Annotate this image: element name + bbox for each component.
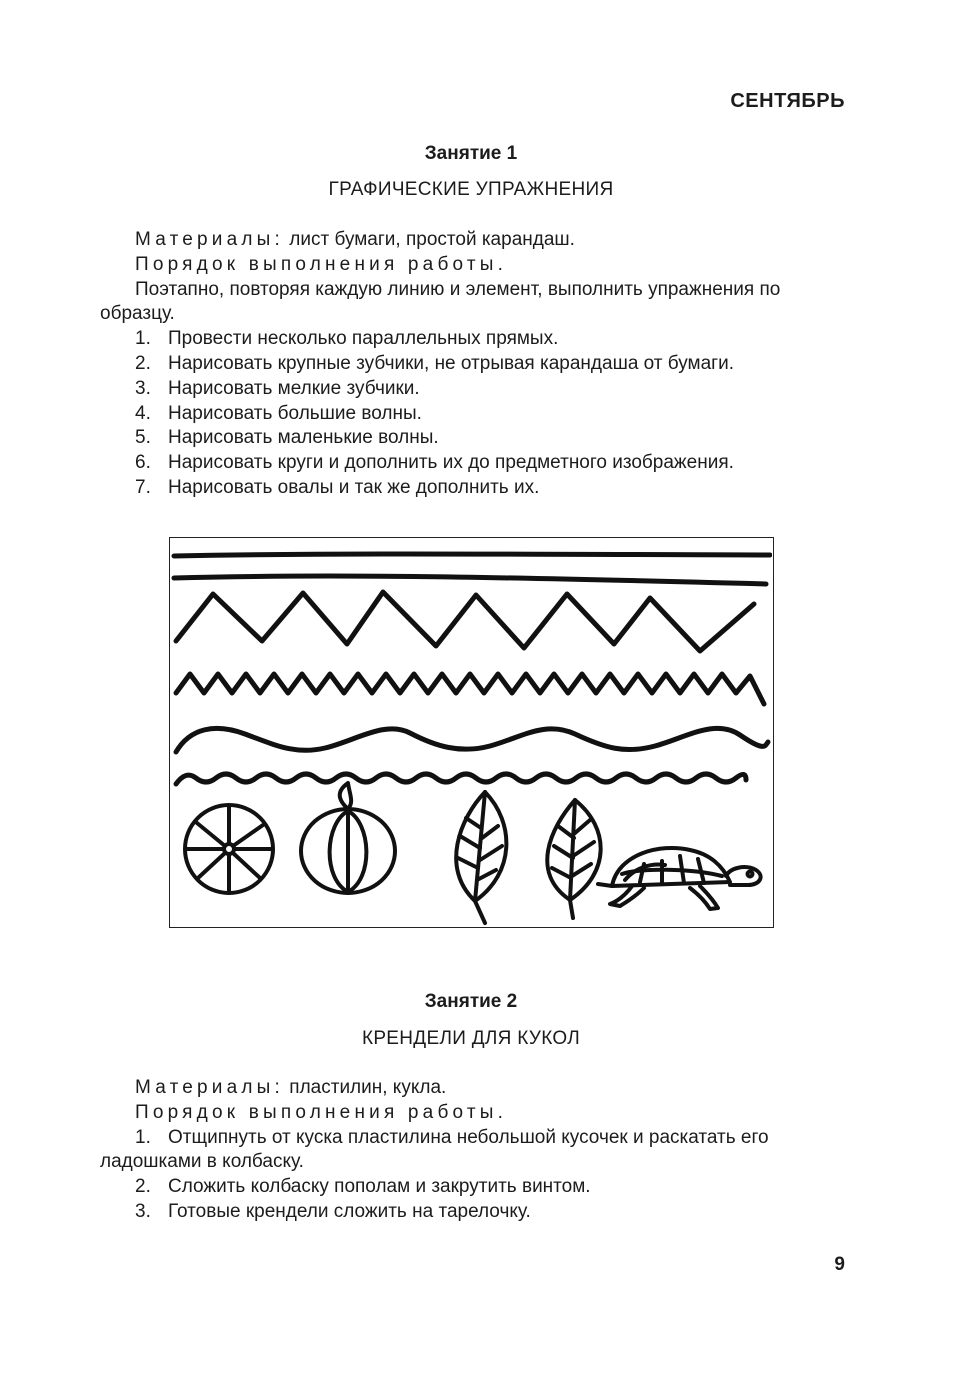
wheel-drawing [185, 805, 273, 893]
materials-label: Материалы: [135, 1077, 285, 1098]
list-item-text: Провести несколько параллельных прямых. [168, 328, 559, 350]
list-item [100, 1200, 850, 1225]
procedure-line [100, 1101, 850, 1126]
list-item-text: Нарисовать овалы и так же дополнить их. [168, 476, 540, 498]
list-item-number: 3. [135, 377, 151, 399]
exercise-drawing [170, 538, 772, 926]
procedure-label: Порядок выполнения работы. [135, 253, 508, 275]
lesson-2-body [100, 1076, 850, 1225]
small-wave [176, 774, 746, 784]
list-item-number: 5. [135, 427, 151, 449]
month-heading: СЕНТЯБРЬ [730, 90, 845, 112]
materials-line [100, 1076, 850, 1101]
list-item [100, 426, 850, 451]
list-item-text: Нарисовать большие волны. [168, 402, 422, 424]
exercise-illustration [169, 537, 774, 928]
list-item-number: 3. [135, 1200, 151, 1222]
list-item-number: 2. [135, 352, 151, 374]
list-item [100, 1175, 850, 1200]
list-item-number: 4. [135, 402, 151, 424]
lesson-2-subtitle: КРЕНДЕЛИ ДЛЯ КУКОЛ [361, 1028, 581, 1049]
materials-line [100, 228, 850, 253]
list-item-continuation: ладошками в колбаску. [100, 1151, 304, 1173]
procedure-line [100, 253, 850, 278]
materials-label: Материалы: [135, 229, 285, 250]
list-item-text: Отщипнуть от куска пластилина небольшой кусочек и раскатать его [168, 1126, 769, 1148]
materials-text: пластилин, кукла. [289, 1077, 447, 1098]
list-item-text: Готовые крендели сложить на тарелочку. [168, 1200, 531, 1222]
list-item [100, 451, 850, 476]
small-zigzag [176, 674, 764, 704]
lesson-1-subtitle: ГРАФИЧЕСКИЕ УПРАЖНЕНИЯ [328, 179, 614, 200]
list-item-number: 1. [135, 328, 151, 350]
list-item-text: Нарисовать мелкие зубчики. [168, 377, 420, 399]
procedure-label: Порядок выполнения работы. [135, 1101, 508, 1123]
leaf-drawing [547, 800, 600, 918]
lesson-1-body [100, 228, 850, 501]
big-wave [176, 728, 768, 752]
list-item-text: Нарисовать маленькие волны. [168, 427, 439, 449]
page-number: 9 [834, 1254, 845, 1275]
list-item [100, 402, 850, 427]
straight-line [174, 554, 770, 556]
intro-paragraph: Поэтапно, повторяя каждую линию и элемент, выполнить упражнения по образцу. [100, 278, 781, 325]
list-item-number: 1. [135, 1126, 151, 1148]
lesson-2-title: Занятие 2 [424, 991, 518, 1012]
leaf-drawing [456, 792, 506, 923]
list-item [100, 1126, 850, 1151]
large-zigzag [176, 592, 754, 651]
list-item-number: 6. [135, 452, 151, 474]
list-item [100, 377, 850, 402]
materials-text: лист бумаги, простой карандаш. [289, 229, 575, 250]
turtle-drawing [598, 848, 761, 909]
list-item [100, 352, 850, 377]
list-item-number: 7. [135, 476, 151, 498]
list-item-text: Нарисовать круги и дополнить их до предметного изображения. [168, 452, 734, 474]
straight-line [174, 576, 766, 584]
list-item [100, 327, 850, 352]
pumpkin-drawing [301, 783, 395, 893]
list-item-text: Сложить колбаску пополам и закрутить винтом. [168, 1176, 591, 1198]
lesson-1-title: Занятие 1 [424, 143, 518, 164]
list-item [100, 476, 850, 501]
list-item-number: 2. [135, 1176, 151, 1198]
list-item-text: Нарисовать крупные зубчики, не отрывая карандаша от бумаги. [168, 352, 734, 374]
